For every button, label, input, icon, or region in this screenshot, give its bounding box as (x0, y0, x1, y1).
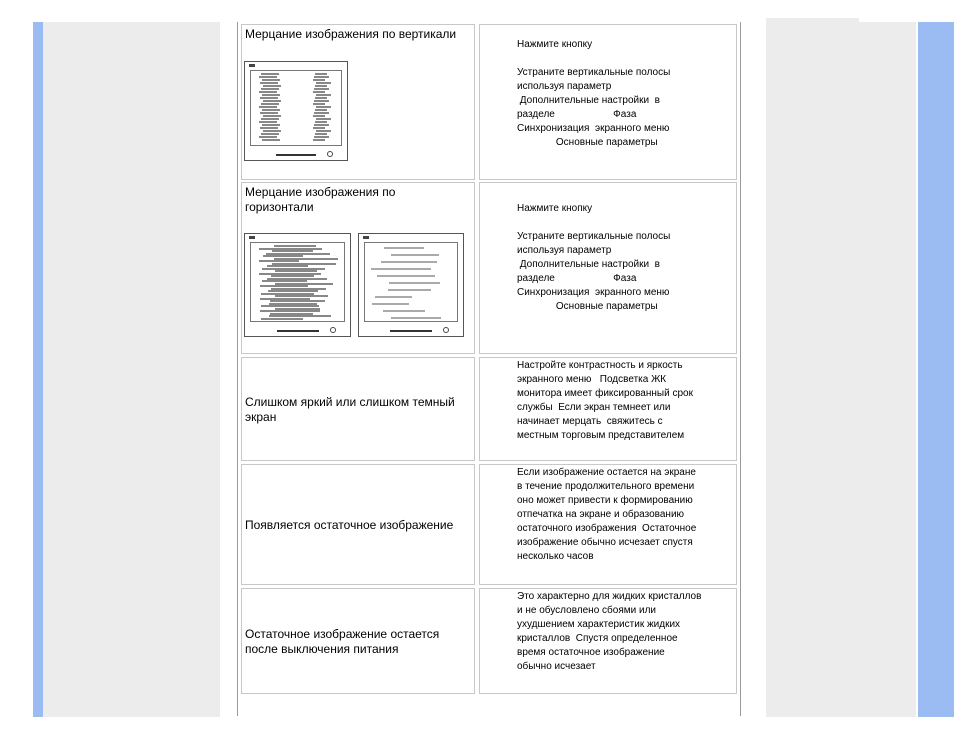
screen-pattern-line (381, 261, 437, 263)
solution-line: кристаллов Спустя определенное (517, 633, 678, 644)
screen-pattern-line (313, 103, 325, 105)
screen-pattern-line (313, 79, 325, 81)
solution-line: остаточного изображения Остаточное (517, 523, 697, 534)
solution-line: Нажмите кнопку (517, 203, 593, 214)
screen-pattern-line (391, 254, 439, 256)
solution-line: несколько часов (517, 551, 594, 562)
screen-pattern-line (314, 88, 329, 90)
screen-pattern-line (262, 79, 280, 81)
screen-pattern-line (259, 121, 277, 123)
screen-pattern-line (263, 100, 281, 102)
problem-cell (241, 182, 475, 354)
screen-pattern-line (314, 124, 329, 126)
solution-line: отпечатка на экране и образованию (517, 509, 685, 520)
screen-pattern-line (259, 76, 277, 78)
solution-line: изображение обычно исчезает спустя (517, 537, 693, 548)
screen-pattern-line (316, 130, 331, 132)
screen-pattern-line (389, 282, 440, 284)
solution-line: Дополнительные настройки в (517, 95, 660, 106)
screen-pattern-line (260, 97, 278, 99)
screen-pattern-line (315, 73, 327, 75)
screen-pattern-line (314, 76, 329, 78)
problem-cell (241, 464, 475, 585)
screen-pattern-line (260, 112, 278, 114)
screen-pattern-line (313, 115, 325, 117)
problem-cell (241, 24, 475, 180)
solution-line: Основные параметры (517, 301, 658, 312)
solution-text (517, 590, 701, 674)
left-frame-accent (33, 22, 43, 717)
solution-line: используя параметр (517, 245, 612, 256)
screen-pattern-line (261, 133, 279, 135)
solution-line: Основные параметры (517, 137, 658, 148)
screen-pattern-line (315, 97, 327, 99)
solution-line: используя параметр (517, 81, 612, 92)
solution-line: Если изображение остается на экране (517, 467, 696, 478)
solution-line: Устраните вертикальные полосы (517, 231, 671, 242)
screen-pattern-line (263, 85, 281, 87)
solution-line: разделе Фаза (517, 273, 637, 284)
problem-text: Слишком яркий или слишком темный экран (245, 395, 455, 424)
screen-pattern-line (313, 91, 325, 93)
solution-line: разделе Фаза (517, 109, 637, 120)
content-right-border (740, 22, 741, 716)
solution-line: оно может привести к формированию (517, 495, 693, 506)
content-left-border (237, 22, 238, 716)
corrected-monitor-image (358, 233, 464, 337)
screen-pattern-line (315, 133, 327, 135)
problem-cell (241, 588, 475, 694)
right-frame-panel (766, 22, 916, 717)
problem-text: Мерцание изображения по вертикали (245, 27, 457, 41)
solution-line (517, 216, 670, 230)
screen-pattern-line (315, 109, 327, 111)
screen-pattern-line (261, 103, 279, 105)
screen-pattern-line (391, 317, 441, 319)
solution-cell (479, 24, 737, 180)
solution-line: обычно исчезает (517, 661, 596, 672)
screen-pattern-line (261, 118, 279, 120)
screen-pattern-line (383, 310, 425, 312)
solution-cell (479, 588, 737, 694)
screen-pattern-line (260, 82, 278, 84)
screen-pattern-line (371, 268, 431, 270)
screen-pattern-line (313, 127, 325, 129)
screen-pattern-line (316, 94, 331, 96)
solution-line: Дополнительные настройки в (517, 259, 660, 270)
problem-text: Мерцание изображения по горизонтали (245, 185, 396, 214)
solution-cell (479, 464, 737, 585)
screen-pattern-line (263, 130, 281, 132)
screen-pattern-line (314, 100, 329, 102)
screen-pattern-line (262, 94, 280, 96)
screen-pattern-line (259, 136, 277, 138)
screen-pattern-line (263, 115, 281, 117)
solution-cell (479, 357, 737, 461)
screen-pattern-line (261, 73, 279, 75)
solution-line: Настройте контрастность и яркость (517, 360, 683, 371)
solution-line: время остаточное изображение (517, 647, 665, 658)
solution-line: и не обусловлено сбоями или (517, 605, 656, 616)
screen-pattern-line (259, 106, 277, 108)
solution-line: экранного меню Подсветка ЖК (517, 374, 667, 385)
solution-text (517, 466, 696, 564)
solution-text (517, 359, 693, 443)
screen-pattern-line (262, 124, 280, 126)
problem-text: Остаточное изображение остается после выключения питания (245, 627, 440, 656)
solution-line: Нажмите кнопку (517, 39, 593, 50)
screen-pattern-line (260, 127, 278, 129)
solution-cell (479, 182, 737, 354)
vertical-flicker-monitor-image (244, 61, 348, 161)
solution-text (517, 38, 670, 150)
screen-pattern-line (316, 106, 331, 108)
screen-pattern-line (375, 296, 412, 298)
horizontal-flicker-monitor-image (244, 233, 351, 337)
screen-pattern-line (261, 318, 303, 320)
screen-pattern-line (262, 109, 280, 111)
solution-line: монитора имеет фиксированный срок (517, 388, 693, 399)
screen-pattern-line (388, 289, 431, 291)
screen-pattern-line (259, 91, 277, 93)
screen-pattern-line (315, 121, 327, 123)
solution-line: начинает мерцать свяжитесь с (517, 416, 663, 427)
screen-pattern-line (261, 88, 279, 90)
solution-line (517, 52, 670, 66)
solution-text (517, 202, 670, 314)
right-frame-accent (918, 22, 954, 717)
solution-line: Это характерно для жидких кристаллов (517, 591, 702, 602)
screen-pattern-line (316, 118, 331, 120)
problem-cell (241, 357, 475, 461)
solution-line: Устраните вертикальные полосы (517, 67, 671, 78)
screen-pattern-line (315, 85, 327, 87)
screen-pattern-line (377, 275, 435, 277)
left-frame-panel (43, 22, 220, 717)
screen-pattern-line (314, 112, 329, 114)
solution-line: ухудшением характеристик жидких (517, 619, 681, 630)
screen-pattern-line (262, 139, 280, 141)
screen-pattern-line (372, 303, 409, 305)
screen-pattern-line (316, 82, 331, 84)
screen-pattern-line (314, 136, 329, 138)
solution-line: Синхронизация экранного меню (517, 123, 670, 134)
solution-line: службы Если экран темнеет или (517, 402, 671, 413)
problem-text: Появляется остаточное изображение (245, 518, 454, 532)
solution-line: местным торговым представителем (517, 430, 685, 441)
solution-line: в течение продолжительного времени (517, 481, 695, 492)
screen-pattern-line (313, 139, 325, 141)
solution-line: Синхронизация экранного меню (517, 287, 670, 298)
screen-pattern-line (384, 247, 424, 249)
